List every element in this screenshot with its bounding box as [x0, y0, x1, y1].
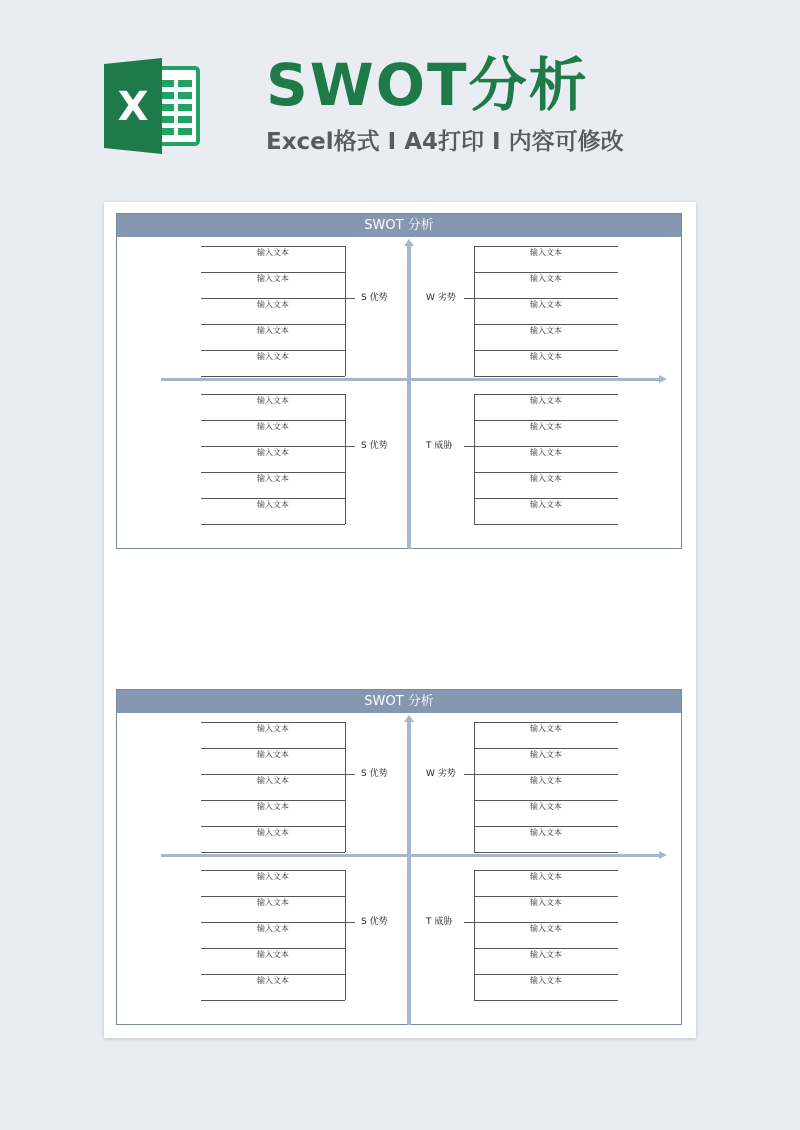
horizontal-axis-arrow-icon	[659, 375, 667, 383]
row-underline	[474, 852, 618, 853]
text-input-row[interactable]: 输入文本	[530, 474, 562, 483]
text-input-row[interactable]: 输入文本	[257, 802, 289, 811]
text-input-row[interactable]: 输入文本	[257, 448, 289, 457]
horizontal-axis	[161, 378, 659, 381]
quadrant-label: S 优势	[361, 293, 388, 303]
text-input-row[interactable]: 输入文本	[257, 976, 289, 985]
text-input-row[interactable]: 输入文本	[530, 750, 562, 759]
text-input-row[interactable]: 输入文本	[257, 352, 289, 361]
row-underline	[201, 246, 345, 247]
quadrant-label: T 威胁	[426, 917, 453, 927]
connector-line	[464, 298, 474, 299]
text-input-row[interactable]: 输入文本	[257, 828, 289, 837]
connector-line	[345, 298, 355, 299]
row-underline	[201, 394, 345, 395]
text-input-row[interactable]: 输入文本	[530, 422, 562, 431]
bracket-line	[474, 870, 475, 1000]
bracket-line	[474, 246, 475, 376]
horizontal-axis-arrow-icon	[659, 851, 667, 859]
text-input-row[interactable]: 输入文本	[530, 448, 562, 457]
connector-line	[345, 774, 355, 775]
bracket-line	[474, 394, 475, 524]
quadrant-label: S 优势	[361, 917, 388, 927]
text-input-row[interactable]: 输入文本	[257, 248, 289, 257]
text-input-row[interactable]: 输入文本	[257, 950, 289, 959]
row-underline	[201, 722, 345, 723]
row-underline	[201, 1000, 345, 1001]
sheet-title: SWOT 分析	[117, 214, 681, 237]
quadrant-bottom-left	[201, 870, 347, 1000]
quadrant-top-right	[474, 246, 620, 376]
page-subtitle: Excel格式 I A4打印 I 内容可修改	[266, 129, 624, 155]
text-input-row[interactable]: 输入文本	[257, 924, 289, 933]
text-input-row[interactable]: 输入文本	[257, 750, 289, 759]
row-underline	[474, 722, 618, 723]
text-input-row[interactable]: 输入文本	[257, 724, 289, 733]
sheet-title: SWOT 分析	[117, 690, 681, 713]
bracket-line	[345, 394, 346, 524]
text-input-row[interactable]: 输入文本	[530, 976, 562, 985]
vertical-axis-arrow-icon	[404, 239, 414, 246]
text-input-row[interactable]: 输入文本	[530, 898, 562, 907]
text-input-row[interactable]: 输入文本	[257, 422, 289, 431]
text-input-row[interactable]: 输入文本	[530, 828, 562, 837]
quadrant-label: W 劣势	[426, 293, 456, 303]
excel-logo-letter: X	[117, 84, 149, 130]
text-input-row[interactable]: 输入文本	[257, 776, 289, 785]
text-input-row[interactable]: 输入文本	[530, 802, 562, 811]
quadrant-bottom-right	[474, 870, 620, 1000]
text-input-row[interactable]: 输入文本	[530, 396, 562, 405]
text-input-row[interactable]: 输入文本	[530, 274, 562, 283]
swot-sheet	[116, 213, 682, 549]
bracket-line	[345, 870, 346, 1000]
connector-line	[345, 446, 355, 447]
bracket-line	[345, 246, 346, 376]
vertical-axis-arrow-icon	[404, 715, 414, 722]
text-input-row[interactable]: 输入文本	[257, 274, 289, 283]
text-input-row[interactable]: 输入文本	[530, 248, 562, 257]
quadrant-top-right	[474, 722, 620, 852]
text-input-row[interactable]: 输入文本	[530, 352, 562, 361]
excel-logo-icon	[104, 58, 204, 154]
text-input-row[interactable]: 输入文本	[257, 300, 289, 309]
row-underline	[474, 1000, 618, 1001]
row-underline	[201, 376, 345, 377]
quadrant-bottom-left	[201, 394, 347, 524]
quadrant-label: T 威胁	[426, 441, 453, 451]
connector-line	[464, 446, 474, 447]
vertical-axis	[407, 720, 411, 1025]
row-underline	[474, 524, 618, 525]
text-input-row[interactable]: 输入文本	[530, 326, 562, 335]
row-underline	[474, 394, 618, 395]
text-input-row[interactable]: 输入文本	[530, 776, 562, 785]
vertical-axis	[407, 244, 411, 549]
text-input-row[interactable]: 输入文本	[257, 396, 289, 405]
text-input-row[interactable]: 输入文本	[257, 474, 289, 483]
row-underline	[474, 376, 618, 377]
quadrant-bottom-right	[474, 394, 620, 524]
quadrant-top-left	[201, 722, 347, 852]
row-underline	[474, 246, 618, 247]
a4-page-preview	[104, 202, 696, 1038]
text-input-row[interactable]: 输入文本	[530, 500, 562, 509]
row-underline	[474, 870, 618, 871]
quadrant-label: S 优势	[361, 769, 388, 779]
text-input-row[interactable]: 输入文本	[257, 898, 289, 907]
text-input-row[interactable]: 输入文本	[530, 300, 562, 309]
quadrant-label: S 优势	[361, 441, 388, 451]
text-input-row[interactable]: 输入文本	[530, 950, 562, 959]
text-input-row[interactable]: 输入文本	[530, 724, 562, 733]
connector-line	[345, 922, 355, 923]
bracket-line	[474, 722, 475, 852]
text-input-row[interactable]: 输入文本	[530, 872, 562, 881]
horizontal-axis	[161, 854, 659, 857]
text-input-row[interactable]: 输入文本	[530, 924, 562, 933]
text-input-row[interactable]: 输入文本	[257, 326, 289, 335]
page-title: SWOT分析	[266, 51, 589, 119]
text-input-row[interactable]: 输入文本	[257, 872, 289, 881]
bracket-line	[345, 722, 346, 852]
quadrant-top-left	[201, 246, 347, 376]
row-underline	[201, 852, 345, 853]
swot-sheet	[116, 689, 682, 1025]
header	[0, 0, 800, 190]
text-input-row[interactable]: 输入文本	[257, 500, 289, 509]
connector-line	[464, 922, 474, 923]
row-underline	[201, 524, 345, 525]
row-underline	[201, 870, 345, 871]
connector-line	[464, 774, 474, 775]
quadrant-label: W 劣势	[426, 769, 456, 779]
